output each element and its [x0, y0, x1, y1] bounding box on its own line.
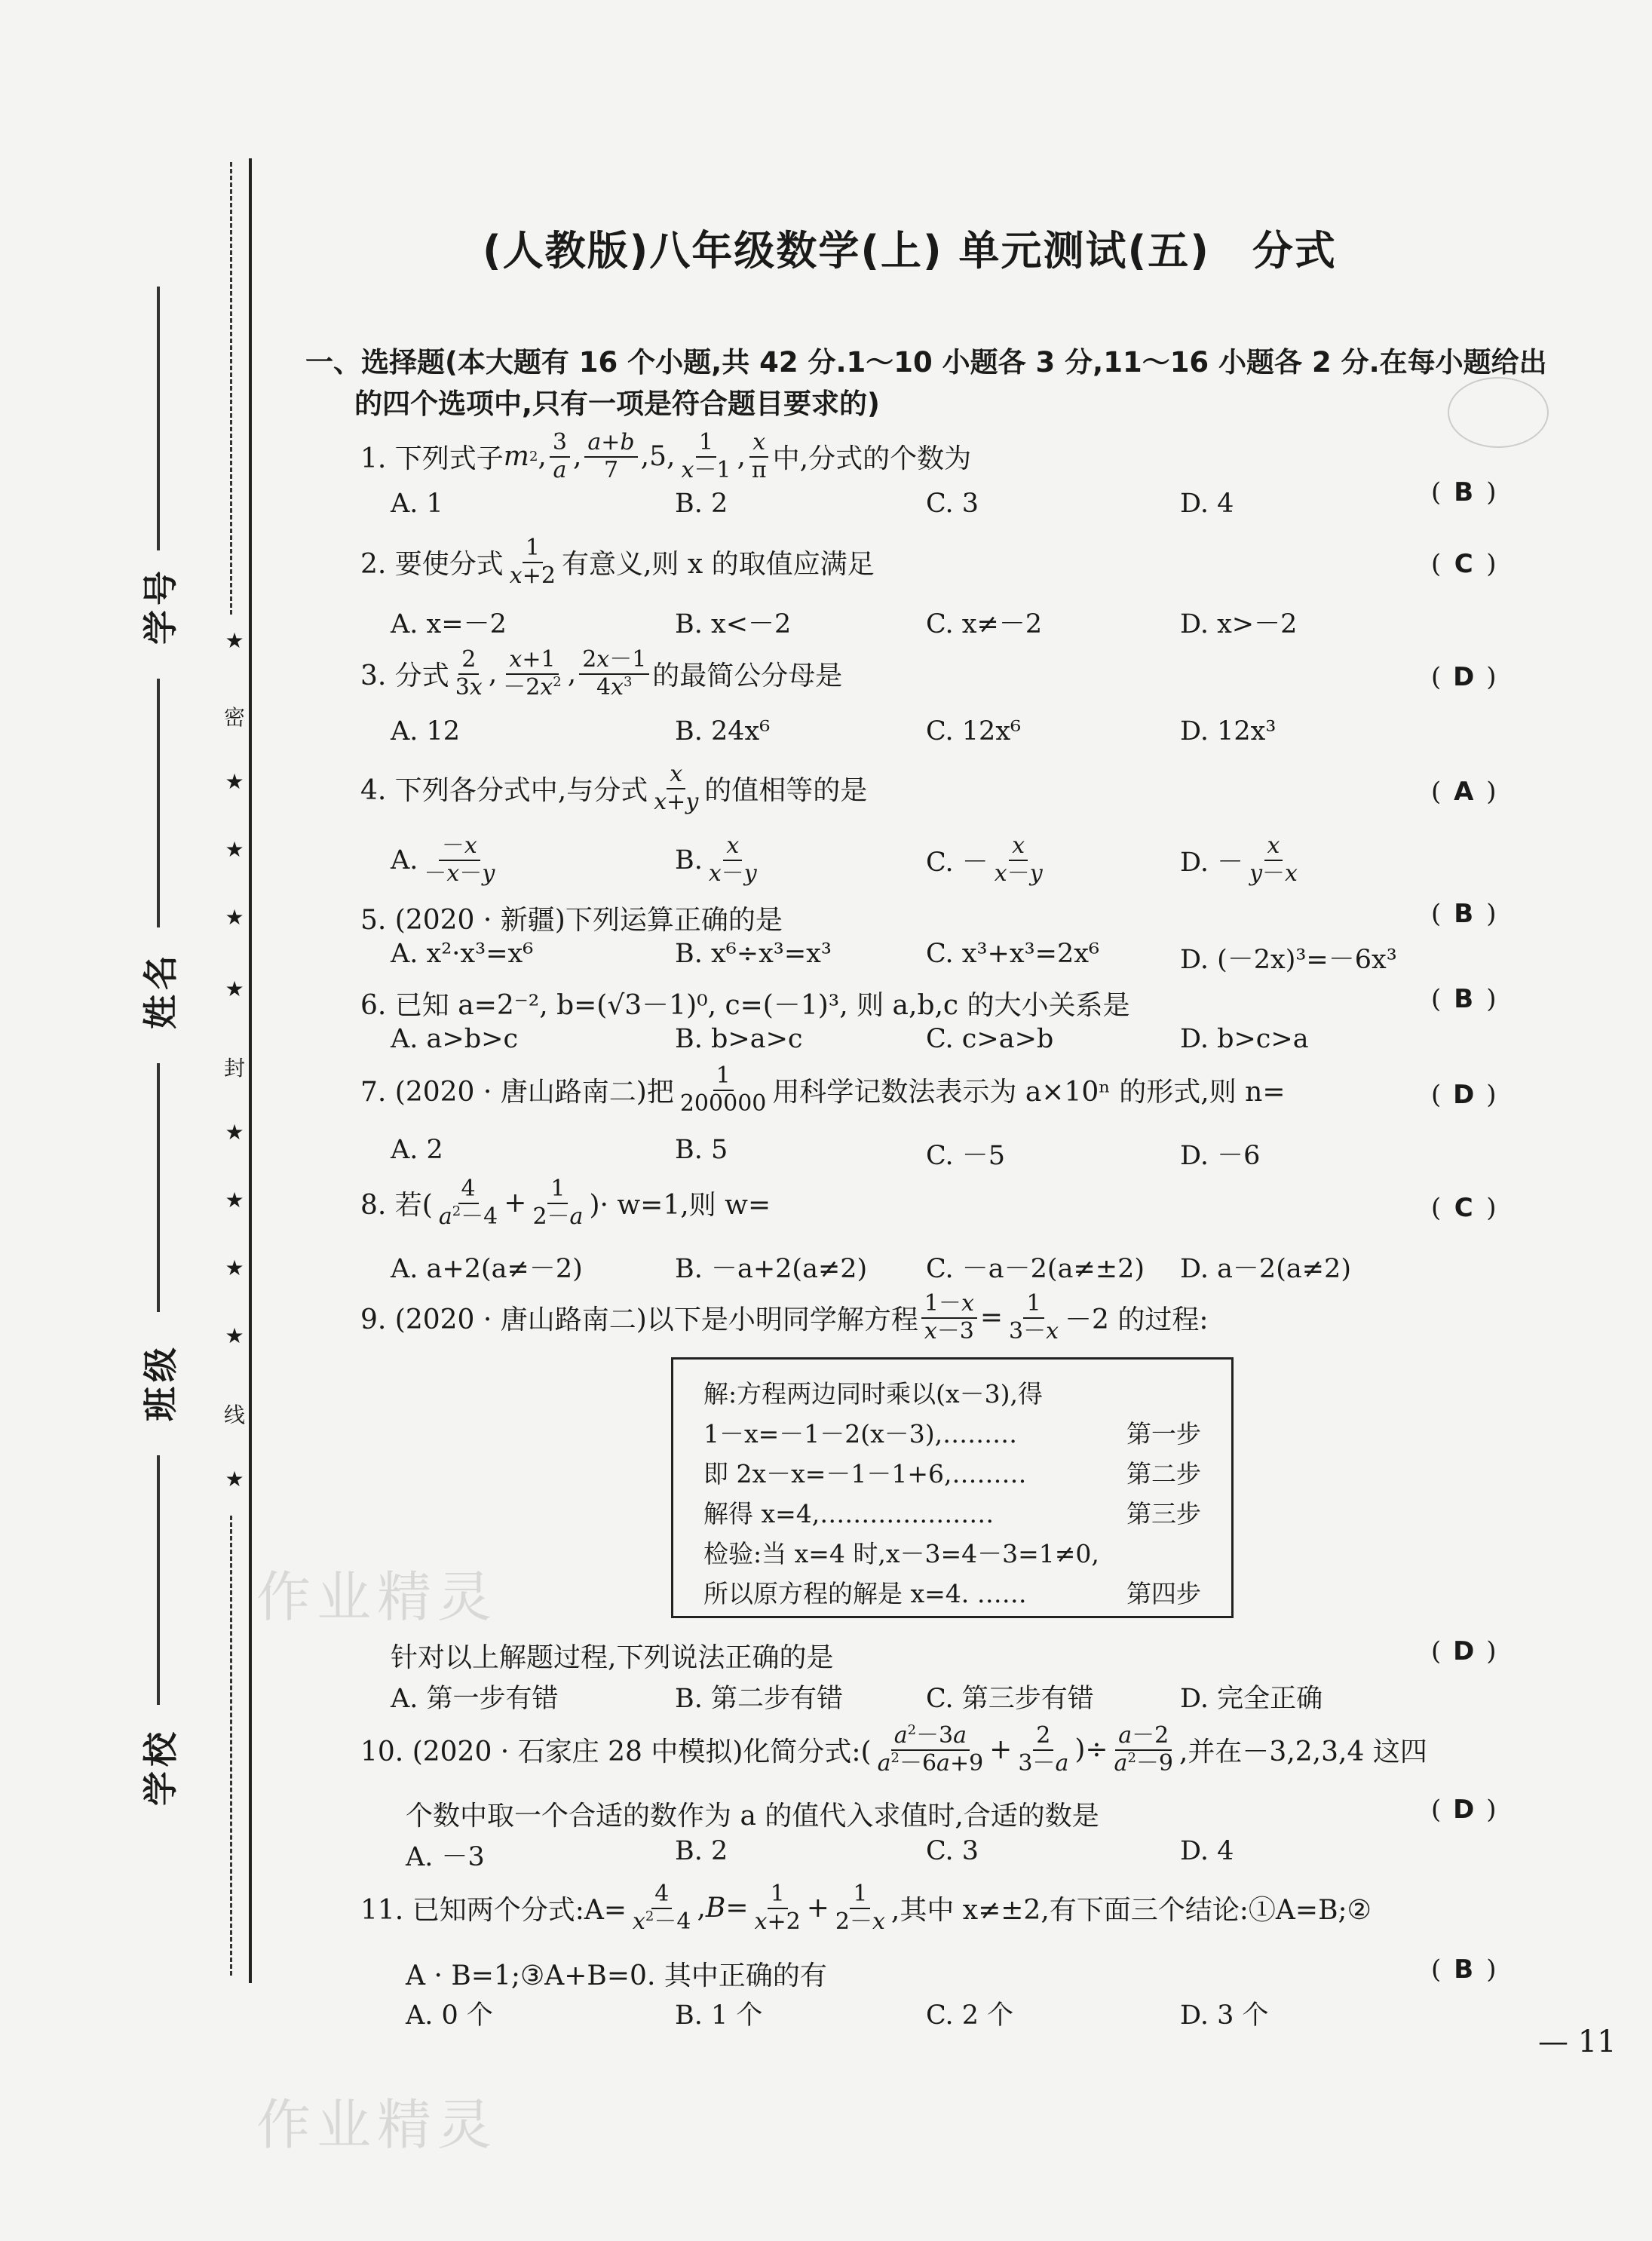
- spacer: [157, 1704, 160, 1705]
- solution-step: 第四步: [1126, 1579, 1201, 1608]
- answer-5: ( B ): [1431, 899, 1497, 929]
- name-line: [157, 679, 160, 927]
- q2-option-d: D. x>－2: [1180, 609, 1298, 639]
- answer-8: ( C ): [1431, 1193, 1497, 1223]
- answer-4: ( A ): [1431, 777, 1497, 807]
- question-10: 10. (2020 · 石家庄 28 中模拟)化简分式:( $\frac{a^2-3a}{a^2-6a+9}$ + $\frac{2}{3-a}$ )÷ $\frac{a-2}{a^2-9}$ ,并在－3,2,3,4 这四: [360, 1722, 1427, 1777]
- q6-option-d: D. b>c>a: [1180, 1024, 1309, 1054]
- solution-box: [671, 1357, 1234, 1618]
- q5-option-b: B. x⁶÷x³=x³: [675, 939, 832, 969]
- q6-option-b: B. b>a>c: [675, 1024, 803, 1054]
- answer-11: ( B ): [1431, 1954, 1497, 1985]
- answer-6: ( B ): [1431, 984, 1497, 1014]
- q9-option-d: D. 完全正确: [1180, 1684, 1323, 1714]
- q7-option-b: B. 5: [675, 1135, 728, 1165]
- question-9-prompt: 针对以上解题过程,下列说法正确的是: [391, 1642, 834, 1673]
- name-label: 姓名: [140, 951, 181, 1029]
- q10-option-a: A. －3: [406, 1842, 485, 1872]
- solution-line: 解得 x=4,…………………: [703, 1499, 995, 1528]
- question-2: 2. 要使分式 $\frac{1}{x+2}$ 有意义,则 x 的取值应满足: [360, 535, 875, 589]
- seal-star: ★: [225, 905, 244, 930]
- q8-option-b: B. －a+2(a≠2): [675, 1254, 868, 1284]
- seal-char-xian: 线: [223, 1403, 245, 1427]
- question-10-line2: 个数中取一个合适的数作为 a 的值代入求值时,合适的数是: [406, 1801, 1099, 1832]
- question-7: 7. (2020 · 唐山路南二)把 $\frac{1}{200000}$ 用科学记数法表示为 a×10ⁿ 的形式,则 n=: [360, 1062, 1286, 1117]
- student-id-label: 学号: [140, 566, 181, 645]
- q8-option-d: D. a－2(a≠2): [1180, 1254, 1351, 1284]
- seal-star: ★: [225, 837, 244, 862]
- q8-option-c: C. －a－2(a≠±2): [926, 1254, 1145, 1284]
- question-11: 11. 已知两个分式:A= $\frac{4}{x^2-4}$ , B = $\frac{1}{x+2}$ + $\frac{1}{2-x}$ ,其中 x≠±2,有下面三个结论:①A=B;②: [360, 1881, 1372, 1935]
- q3-option-a: A. 12: [391, 716, 461, 746]
- solution-step: 第三步: [1126, 1499, 1201, 1528]
- answer-10: ( D ): [1431, 1795, 1497, 1825]
- student-id-line: [157, 287, 160, 550]
- solution-line: 检验:当 x=4 时,x－3=4－3=1≠0,: [703, 1539, 1099, 1568]
- q5-option-a: A. x²·x³=x⁶: [391, 939, 534, 969]
- q3-option-c: C. 12x⁶: [926, 716, 1022, 746]
- q11-option-a: A. 0 个: [406, 2000, 493, 2031]
- watermark: 作业精灵: [256, 2093, 498, 2157]
- section-heading-line1: 一、选择题(本大题有 16 个小题,共 42 分.1～10 小题各 3 分,11～16 小题各 2 分.在每小题给出: [305, 346, 1547, 379]
- q4-option-a: A. $\frac{-x}{-x-y}$: [391, 832, 495, 887]
- solution-line: 解:方程两边同时乘以(x－3),得: [703, 1379, 1043, 1409]
- seal-star: ★: [225, 1323, 244, 1348]
- answer-2: ( C ): [1431, 549, 1497, 579]
- q3-option-d: D. 12x³: [1180, 716, 1277, 746]
- binding-solid-line: [249, 158, 252, 1983]
- question-9: 9. (2020 · 唐山路南二)以下是小明同学解方程 $\frac{1-x}{x-3}$ = $\frac{1}{3-x}$ －2 的过程:: [360, 1290, 1209, 1344]
- q3-option-b: B. 24x⁶: [675, 716, 771, 746]
- answer-3: ( D ): [1431, 662, 1497, 692]
- binding-dashed-line-bottom: [230, 1516, 232, 1976]
- q1-option-a: A. 1: [391, 489, 443, 519]
- question-1: 1. 下列式子 m 2 , $\frac{3}{a}$ , $\frac{a+b}{7}$ ,5, $\frac{1}{x-1}$ , $\frac{x}{\pi}$ 中,分式的个数为: [360, 429, 972, 483]
- seal-star: ★: [225, 1255, 244, 1280]
- q8-option-a: A. a+2(a≠－2): [391, 1254, 583, 1284]
- question-6: 6. 已知 a=2⁻², b=(√3－1)⁰, c=(－1)³, 则 a,b,c 的大小关系是: [360, 990, 1130, 1021]
- solution-line: 所以原方程的解是 x=4. ……: [703, 1579, 1027, 1608]
- q7-option-c: C. －5: [926, 1141, 1006, 1171]
- solution-line: 1－x=－1－2(x－3),………: [703, 1419, 1018, 1449]
- q1-option-b: B. 2: [675, 489, 728, 519]
- question-5: 5. (2020 · 新疆)下列运算正确的是: [360, 905, 783, 936]
- q2-option-b: B. x<－2: [675, 609, 792, 639]
- q4-option-c: C. － $\frac{x}{x-y}$: [926, 832, 1043, 887]
- answer-7: ( D ): [1431, 1080, 1497, 1110]
- q7-option-a: A. 2: [391, 1135, 443, 1165]
- q5-option-d: D. (－2x)³=－6x³: [1180, 945, 1397, 975]
- q4-option-b: B. $\frac{x}{x-y}$: [675, 832, 757, 887]
- school-label: 学校: [140, 1728, 181, 1806]
- q11-option-d: D. 3 个: [1180, 2000, 1269, 2031]
- class-line-2: [157, 1455, 160, 1704]
- solution-step: 第一步: [1126, 1419, 1201, 1449]
- q6-option-a: A. a>b>c: [391, 1024, 519, 1054]
- seal-char-feng: 封: [223, 1056, 245, 1081]
- seal-char-mi: 密: [223, 705, 245, 730]
- question-8: 8. 若( $\frac{4}{a^2-4}$ + $\frac{1}{2-a}$ )· w=1,则 w=: [360, 1176, 771, 1230]
- seal-star: ★: [225, 1188, 244, 1212]
- section-heading-line2: 的四个选项中,只有一项是符合题目要求的): [354, 388, 880, 420]
- q9-option-c: C. 第三步有错: [926, 1684, 1094, 1714]
- page-number: — 11: [1538, 2025, 1617, 2059]
- seal-star: ★: [225, 769, 244, 794]
- answer-9: ( D ): [1431, 1636, 1497, 1666]
- class-line: [157, 1063, 160, 1312]
- seal-star: ★: [225, 1120, 244, 1145]
- q10-option-c: C. 3: [926, 1836, 979, 1866]
- stamp-mark: [1448, 377, 1549, 448]
- q1-option-d: D. 4: [1180, 489, 1234, 519]
- q7-option-d: D. －6: [1180, 1141, 1261, 1171]
- q5-option-c: C. x³+x³=2x⁶: [926, 939, 1100, 969]
- q11-option-b: B. 1 个: [675, 2000, 763, 2031]
- watermark: 作业精灵: [256, 1565, 498, 1629]
- solution-step: 第二步: [1126, 1459, 1201, 1488]
- q2-option-c: C. x≠－2: [926, 609, 1043, 639]
- q9-option-a: A. 第一步有错: [391, 1684, 559, 1714]
- seal-star: ★: [225, 628, 244, 653]
- q2-option-a: A. x=－2: [391, 609, 507, 639]
- q4-option-d: D. － $\frac{x}{y-x}$: [1180, 832, 1298, 887]
- q10-option-d: D. 4: [1180, 1836, 1234, 1866]
- seal-star: ★: [225, 1467, 244, 1491]
- q11-option-c: C. 2 个: [926, 2000, 1014, 2031]
- question-4: 4. 下列各分式中,与分式 $\frac{x}{x+y}$ 的值相等的是: [360, 761, 868, 815]
- page-title: (人教版)八年级数学(上) 单元测试(五) 分式: [483, 227, 1337, 274]
- q1-option-c: C. 3: [926, 489, 979, 519]
- q6-option-c: C. c>a>b: [926, 1024, 1054, 1054]
- q10-option-b: B. 2: [675, 1836, 728, 1866]
- q9-option-b: B. 第二步有错: [675, 1684, 843, 1714]
- class-label: 班级: [140, 1343, 181, 1421]
- solution-line: 即 2x－x=－1－1+6,………: [703, 1459, 1027, 1488]
- question-11-line2: A · B=1;③A+B=0. 其中正确的有: [406, 1960, 827, 1991]
- answer-1: ( B ): [1431, 477, 1497, 507]
- binding-dashed-line-top: [230, 162, 232, 615]
- seal-star: ★: [225, 976, 244, 1001]
- question-3: 3. 分式 $\frac{2}{3x}$ , $\frac{x+1}{-2x^2}$ , $\frac{2x-1}{4x^3}$ 的最简公分母是: [360, 646, 843, 701]
